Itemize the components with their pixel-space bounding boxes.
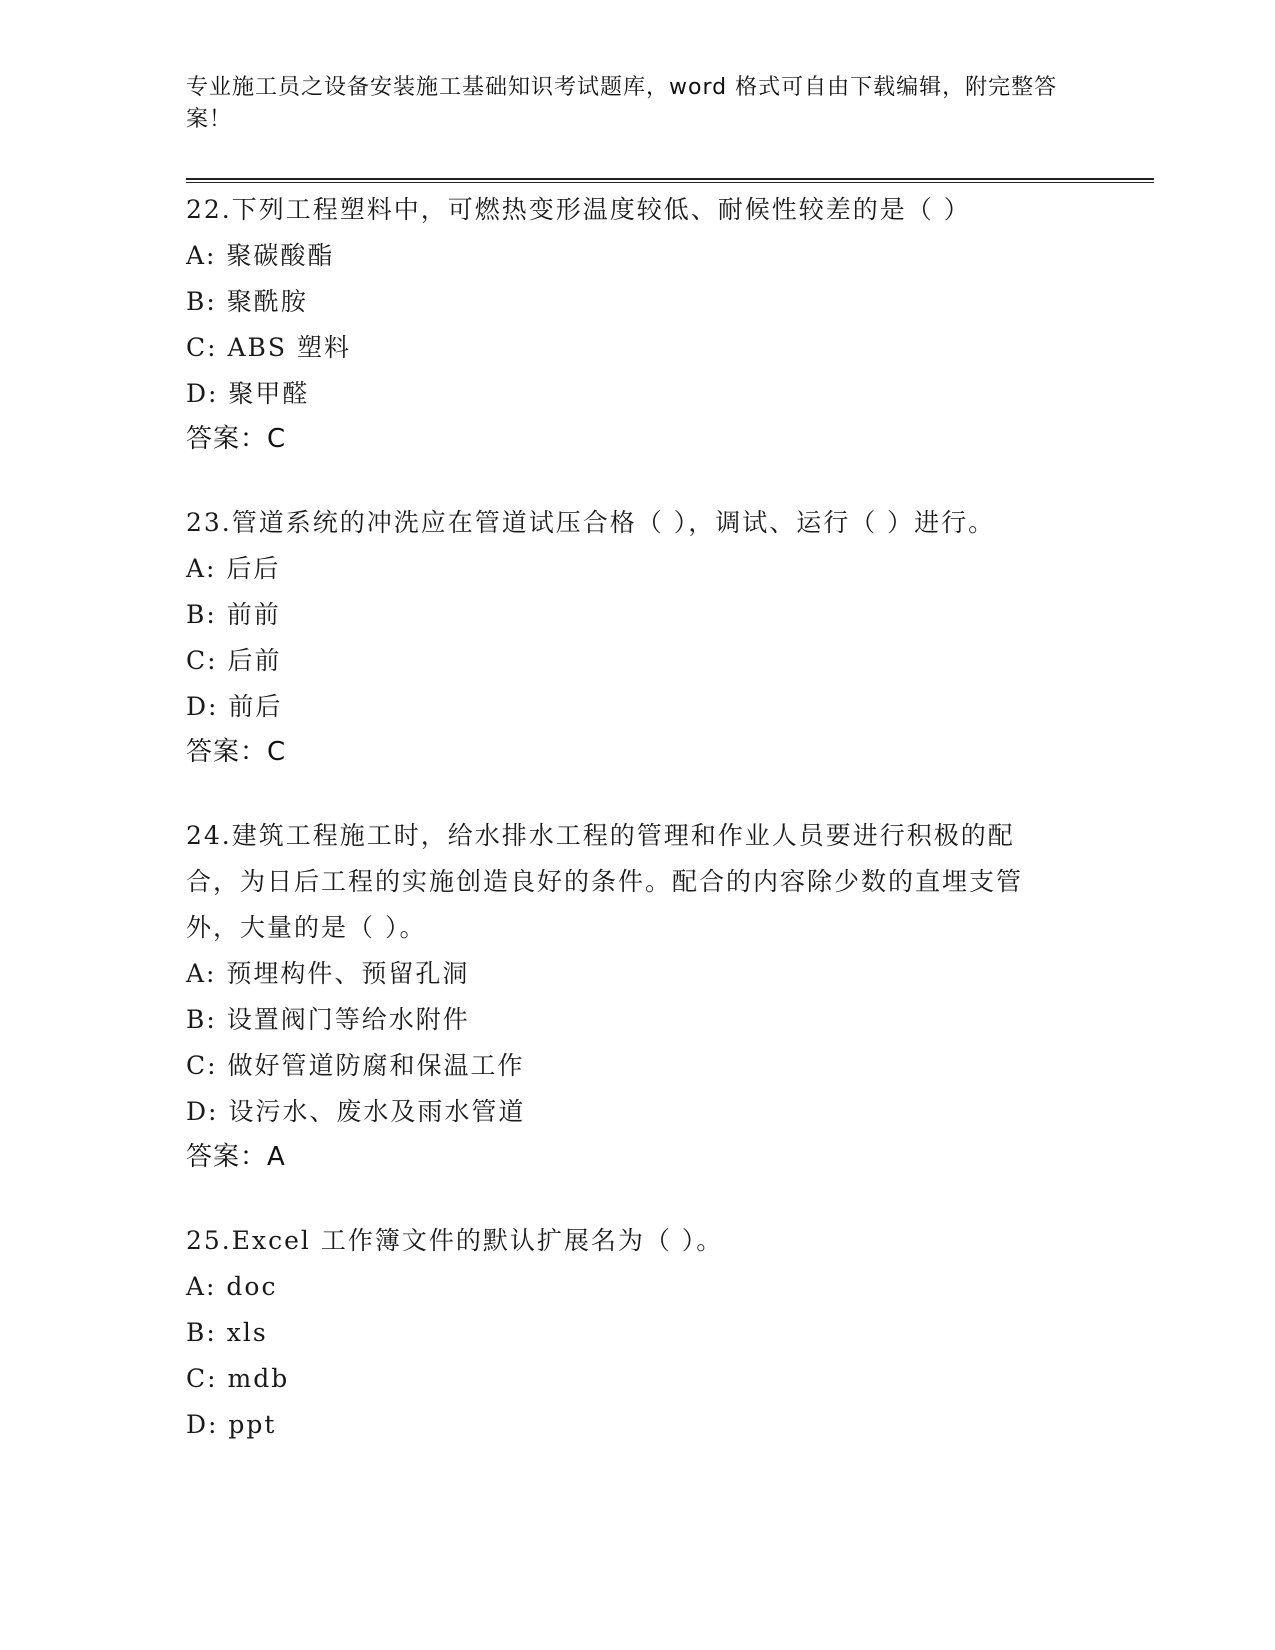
question-list xyxy=(186,187,1066,1487)
option-d: D: 设污水、废水及雨水管道 xyxy=(186,1097,526,1126)
option-a: A: 聚碳酸酯 xyxy=(186,241,335,270)
question-text: 24.建筑工程施工时，给水排水工程的管理和作业人员要进行积极的配合，为日后工程的实施创造良好的条件。配合的内容除少数的直埋支管外，大量的是（ ）。 xyxy=(186,821,1024,942)
option-d: D: 前后 xyxy=(186,692,283,721)
option-b: B: xls xyxy=(186,1318,268,1347)
question-23 xyxy=(186,500,1066,774)
question-25 xyxy=(186,1218,1066,1448)
option-a: A: 预埋构件、预留孔洞 xyxy=(186,959,470,988)
header-divider xyxy=(186,178,1154,183)
answer-text: 答案：C xyxy=(186,424,287,454)
answer-text: 答案：C xyxy=(186,737,287,767)
question-24 xyxy=(186,813,1066,1179)
option-c: C: ABS 塑料 xyxy=(186,333,351,362)
option-b: B: 前前 xyxy=(186,600,281,629)
document-intro: 专业施工员之设备安装施工基础知识考试题库，word 格式可自由下载编辑，附完整答案！ xyxy=(186,75,1058,132)
option-a: A: 后后 xyxy=(186,554,281,583)
option-c: C: 做好管道防腐和保温工作 xyxy=(186,1051,525,1080)
question-text: 25.Excel 工作簿文件的默认扩展名为（ ）。 xyxy=(186,1226,724,1255)
option-d: D: 聚甲醛 xyxy=(186,379,310,408)
question-text: 22.下列工程塑料中，可燃热变形温度较低、耐候性较差的是（ ） xyxy=(186,195,971,224)
option-a: A: doc xyxy=(186,1272,278,1301)
option-c: C: mdb xyxy=(186,1364,290,1393)
question-22 xyxy=(186,187,1066,461)
answer-text: 答案：A xyxy=(186,1142,286,1172)
option-d: D: ppt xyxy=(186,1410,277,1439)
question-text: 23.管道系统的冲洗应在管道试压合格（ ），调试、运行（ ）进行。 xyxy=(186,508,996,537)
option-b: B: 聚酰胺 xyxy=(186,287,308,316)
option-b: B: 设置阀门等给水附件 xyxy=(186,1005,470,1034)
option-c: C: 后前 xyxy=(186,646,282,675)
